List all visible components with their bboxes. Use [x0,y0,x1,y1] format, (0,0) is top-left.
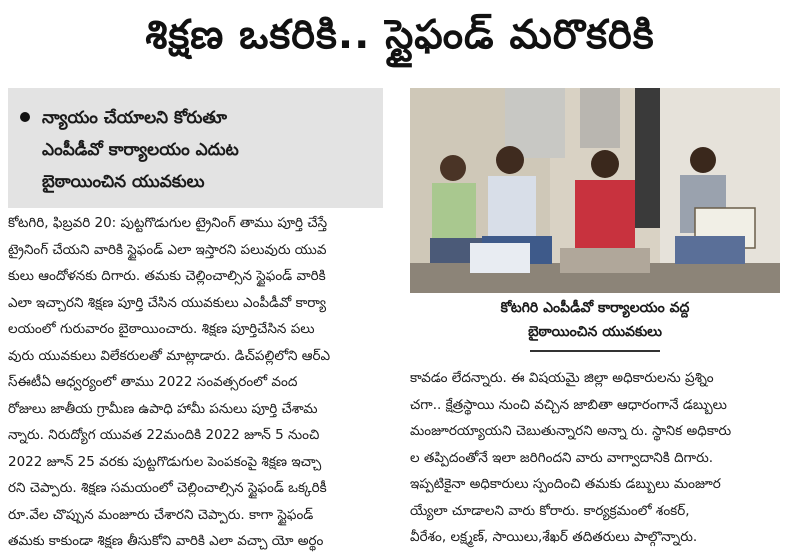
article-body-left [8,210,384,555]
body-line: కోటగిరి, ఫిబ్రవరి 20: పుట్టగొడుగుల ట్రైనింగ్ తాము పూర్తి చేస్తే [8,215,328,231]
body-line: రని చెప్పారు. శిక్షణ సమయంలో చెల్లించాల్సిన స్టైఫండ్ ఒక్కరికీ [8,480,327,496]
body-line: ఎలా ఇచ్చారని శిక్షణ పూర్తి చేసిన యువకులు ఎంపీడీవో కార్యా [8,294,327,311]
body-line: ఇప్పటికైనా అధికారులు స్పందించి తమకు డబ్బులు మంజూర [410,476,721,492]
protest-photo-illustration [410,88,780,293]
caption-line-1: కోటగిరి ఎంపీడీవో కార్యాలయం వద్ద [500,300,690,316]
body-line: రోజులు జాతీయ గ్రామీణ ఉపాధి హామీ పనులు పూర్తి చేశామ [8,400,318,417]
body-line: ట్రైనింగ్ చేయని వారికి స్టైఫండ్ ఎలా ఇస్తారని పలువురు యువ [8,241,327,258]
caption-underline [530,350,660,352]
article-body-right [410,365,790,551]
subheading-line-2: ఎంపీడీవో కార్యాలయం ఎదుట [42,140,239,160]
headline: శిక్షణ ఒకరికి.. స్టైఫండ్ మరొకరికి [145,12,655,58]
body-line: కులు ఆందోళనకు దిగారు. తమకు చెల్లించాల్సిన స్టైఫండ్ వారికి [8,268,326,284]
subheading-line-1: న్యాయం చేయాలని కోరుతూ [42,108,227,128]
news-photo [410,88,780,293]
body-line: స్‌ఈటీఏ ఆధ్వర్యంలో తాము 2022 సంవత్సరంలో వంద [8,374,298,390]
body-line: 2022 జూన్ 25 వరకు పుట్టగొడుగుల పెంపకంపై శిక్షణ ఇచ్చా [8,453,322,470]
body-line: తమకు కాకుండా శిక్షణ తీసుకోని వారికి ఎలా వచ్చా యో అర్థం [8,533,324,549]
subheading-box [8,88,383,208]
caption-line-2: బైఠాయించిన యువకులు [528,324,662,340]
body-line: చగా.. క్షేత్రస్థాయి నుంచి వచ్చిన జాబితా ఆధారంగానే డబ్బులు [410,396,727,413]
body-line: వీరేశం, లక్ష్మణ్, సాయిలు,శేఖర్ తదితరులు పాల్గొన్నారు. [410,529,698,545]
bullet-icon [20,112,30,122]
body-line: ల తప్పిదంతోనే ఇలా జరిగిందని వారు వాగ్వాదానికి దిగారు. [410,449,714,466]
body-line: న్నారు. నిరుద్యోగ యువత 22మందికి 2022 జూన్ 5 నుంచి [8,427,320,443]
subheading-line-3: బైఠాయించిన యువకులు [42,172,205,192]
body-line: రూ.వేల చొప్పున మంజూరు చేశారని చెప్పారు. కాగా స్టైఫండ్ [8,506,314,523]
body-line: వురు యువకులు విలేకరులతో మాట్లాడారు. డిచ్‌పల్లిలోని ఆర్‌ఎ [8,347,331,364]
body-line: కావడం లేదన్నారు. ఈ విషయమై జిల్లా అధికారులను ప్రశ్నిం [410,370,714,386]
photo-caption [410,296,780,344]
body-line: య్యేలా చూడాలని వారు కోరారు. కార్యక్రమంలో శంకర్, [410,502,690,519]
body-line: లయంలో గురువారం బైఠాయించారు. శిక్షణ పూర్తిచేసిన పలు [8,321,315,337]
body-line: మంజూరయ్యాయని చెబుతున్నారని అన్నా రు. స్థానిక అధికారు [410,423,732,439]
